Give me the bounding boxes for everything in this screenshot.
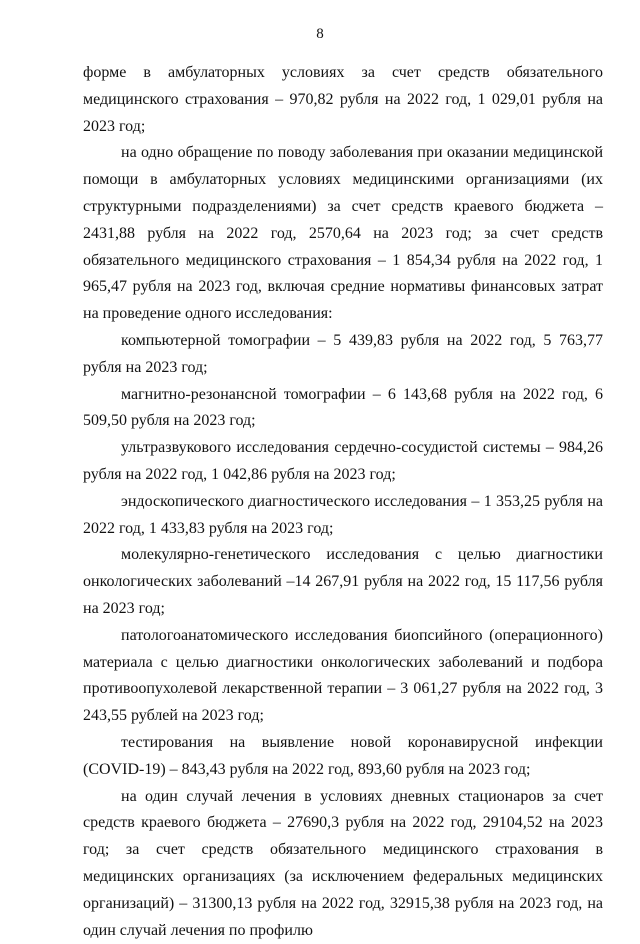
paragraph-day-hospital: на один случай лечения в условиях дневных стационаров за счет средств краевого бюджета – 27690,3 рубля на 2022 год, 29104,52 на 2023 год; за счет средств обязательного медицинского страхования в медицинских организациях (за исключением федеральных медицинских организаций) – 31300,13 рубля на 2022 год, 32915,38 рубля на 2023 год, на один случай лечения по профилю <box>83 787 603 939</box>
paragraph-computed-tomography: компьютерной томографии – 5 439,83 рубля на 2022 год, 5 763,77 рубля на 2023 год; <box>83 331 603 376</box>
page-number: 8 <box>316 26 324 42</box>
paragraph-outpatient-continuation: форме в амбулаторных условиях за счет средств обязательного медицинского страхования – 970,82 рубля на 2022 год, 1 029,01 рубля на 2023 год; <box>83 64 603 135</box>
paragraph-mri: магнитно-резонансной томографии – 6 143,68 рубля на 2022 год, 6 509,50 рубля на 2023 год; <box>83 385 603 430</box>
paragraph-endoscopy: эндоскопического диагностического исследования – 1 353,25 рубля на 2022 год, 1 433,83 рубля на 2023 год; <box>83 492 603 537</box>
paragraph-pathology: патологоанатомического исследования биопсийного (операционного) материала с целью диагностики онкологических заболеваний и подбора противоопухолевой лекарственной терапии – 3 061,27 рубля на 2022 год, 3 243,55 рублей на 2023 год; <box>83 626 603 725</box>
document-body <box>83 60 603 944</box>
paragraph-ultrasound: ультразвукового исследования сердечно-сосудистой системы – 984,26 рубля на 2022 год, 1 042,86 рубля на 2023 год; <box>83 439 603 483</box>
paragraph-per-visit-disease: на одно обращение по поводу заболевания при оказании медицинской помощи в амбулаторных условиях медицинскими организациями (их структурными подразделениями) за счет средств краевого бюджета – 2431,88 рубля на 2022 год, 2570,64 на 2023 год; за счет средств обязательного медицинского страхования – 1 854,34 рубля на 2022 год, 1 965,47 рубля на 2023 год, включая средние нормативы финансовых затрат на проведение одного исследования: <box>83 144 603 323</box>
paragraph-covid-testing: тестирования на выявление новой коронавирусной инфекции (COVID-19) – 843,43 рубля на 2022 год, 893,60 рубля на 2023 год; <box>83 733 603 778</box>
paragraph-molecular-genetic: молекулярно-генетического исследования с целью диагностики онкологических заболеваний –14 267,91 рубля на 2022 год, 15 117,56 рубля на 2023 год; <box>83 546 603 617</box>
